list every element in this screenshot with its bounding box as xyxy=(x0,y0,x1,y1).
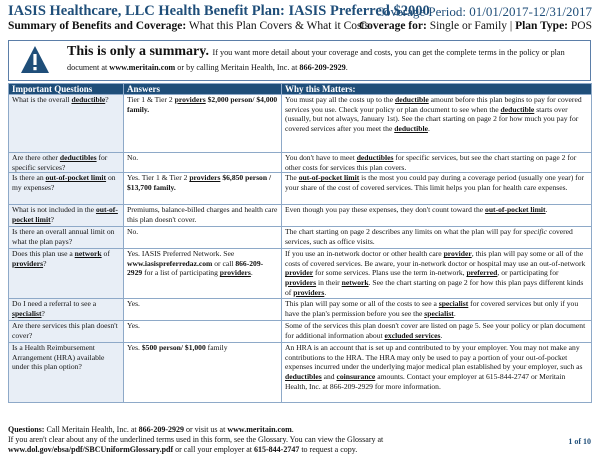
footer-text: to request a copy. xyxy=(299,445,358,454)
w-text: for covered services but only if you have the plan's permission before you see the xyxy=(285,299,579,318)
q-text: on my expenses? xyxy=(12,173,116,192)
term-link[interactable]: deductible xyxy=(500,104,535,114)
why-cell xyxy=(282,343,592,403)
question-cell: Is a Health Reimbursement Arrangement (HRA) available under this plan option? xyxy=(9,343,124,403)
footer-text: or call your employer at xyxy=(173,445,254,454)
w-text: This plan will pay some or all of the costs to see a xyxy=(285,299,439,309)
a-text: Yes. Tier 1 & Tier 2 xyxy=(127,173,190,183)
question-cell xyxy=(9,299,124,321)
table-header-row xyxy=(9,84,592,95)
summary-title-line xyxy=(67,44,565,60)
term-link[interactable]: providers xyxy=(189,173,221,183)
why-cell xyxy=(282,153,592,173)
term-link[interactable]: network xyxy=(341,277,369,287)
footer xyxy=(8,425,591,455)
table-row xyxy=(9,227,592,249)
question-cell xyxy=(9,153,124,173)
answer-cell xyxy=(124,249,282,299)
a-text: Yes. xyxy=(127,343,142,353)
warning-icon xyxy=(20,45,50,75)
table-row xyxy=(9,321,592,343)
summary-line2 xyxy=(67,63,348,72)
q-text: of xyxy=(101,249,110,259)
coverage-for-value: Single or Family xyxy=(429,20,508,32)
coverage-for xyxy=(359,20,592,32)
why-cell xyxy=(282,205,592,227)
q-text: ? xyxy=(43,258,47,268)
w-text: amount before this plan begins to pay for covered services you use. Check your policy or plan document to see when the xyxy=(285,95,582,114)
q-text: Do I need a referral to see a xyxy=(12,299,97,309)
a-text: $2,000 person/ $4,000 family. xyxy=(127,95,278,114)
term-link[interactable]: preferred xyxy=(466,268,498,278)
w-text: , or participating for xyxy=(497,268,559,278)
summary-line2-end: . xyxy=(345,63,348,72)
table-row xyxy=(9,153,592,173)
plan-type-label: Plan Type: xyxy=(515,20,569,32)
question-cell: Are there services this plan doesn't cover? xyxy=(9,321,124,343)
question-cell xyxy=(9,173,124,205)
col-answers: Answers xyxy=(124,84,282,95)
answer-cell xyxy=(124,95,282,153)
w-text: , this plan will pay some or all of the costs of covered services. Be aware, your in-network doctor or hospital may use an out-of-network xyxy=(285,249,586,268)
col-why: Why this Matters: xyxy=(282,84,592,95)
answer-cell: No. xyxy=(124,227,282,249)
answer-cell: Yes. xyxy=(124,299,282,321)
table-row xyxy=(9,249,592,299)
term-link[interactable]: deductibles xyxy=(59,153,97,162)
employer-phone: 615-844-2747 xyxy=(254,445,300,454)
answer-cell: Yes. xyxy=(124,321,282,343)
q-text: What is the overall xyxy=(12,95,72,104)
iasis-link[interactable]: www.iasispreferredaz.com xyxy=(127,258,213,268)
term-link[interactable]: out-of-pocket limit xyxy=(12,205,118,224)
footer-text: Call Meritain Health, Inc. at xyxy=(44,425,139,434)
term-link[interactable]: excluded services xyxy=(384,330,441,340)
summary-heading xyxy=(8,20,369,32)
term-link[interactable]: deductibles xyxy=(285,371,322,381)
a-text: Yes. IASIS Preferred Network. See xyxy=(127,249,235,259)
summary-text: What this Plan Covers & What it Costs xyxy=(188,20,370,32)
table-row xyxy=(9,95,592,153)
summary-line2-mid: or by calling Meritain Health, Inc. at xyxy=(175,63,300,72)
q-text: ? xyxy=(105,95,109,104)
term-link[interactable]: network xyxy=(74,249,102,259)
table-row xyxy=(9,299,592,321)
a-text: Tier 1 & Tier 2 xyxy=(127,95,175,104)
term-link[interactable]: out-of-pocket limit xyxy=(485,205,546,215)
footer-text: . xyxy=(291,425,294,434)
header-row-1 xyxy=(8,3,592,19)
summary-box xyxy=(8,40,591,81)
question-cell: Is there an overall annual limit on what the plan pays? xyxy=(9,227,124,249)
term-link[interactable]: deductible xyxy=(394,123,428,133)
w-text: in their xyxy=(316,277,342,287)
answer-cell: Premiums, balance-billed charges and health care this plan doesn't cover. xyxy=(124,205,282,227)
q-text: ? xyxy=(50,214,54,224)
question-cell xyxy=(9,205,124,227)
header-separator: | xyxy=(509,20,513,32)
term-link[interactable]: providers xyxy=(219,268,251,278)
w-text-italic: specific xyxy=(523,227,547,237)
summary-line2-pre: document at xyxy=(67,63,110,72)
term-link[interactable]: specialist xyxy=(12,308,42,318)
a-text: $6,850 person / $13,700 family. xyxy=(127,173,272,192)
term-link[interactable]: coinsurance xyxy=(336,371,376,381)
w-text: You must pay all the costs up to the xyxy=(285,95,395,104)
w-text: If you use an in-network doctor or other health care xyxy=(285,249,444,259)
summary-line1: If you want more detail about your coverage and costs, you can get the complete terms in the policy or plan xyxy=(212,48,565,57)
benefits-table xyxy=(8,83,592,403)
meritain-phone: 866-209-2929 xyxy=(299,63,346,72)
a-text: family xyxy=(205,343,228,353)
a-text: for a list of participating xyxy=(142,268,220,278)
a-phone: 866-209-2929 xyxy=(127,258,264,278)
footer-line-1 xyxy=(8,425,591,435)
term-link[interactable]: out-of-pocket limit xyxy=(45,173,107,183)
term-link[interactable]: deductible xyxy=(394,95,429,104)
q-text: Does this plan use a xyxy=(12,249,75,259)
q-text: Is there an xyxy=(12,173,46,183)
w-text: for specific services, but see the chart starting on page 2 for other costs for services this plan covers. xyxy=(285,153,577,172)
footer-line-2: If you aren't clear about any of the underlined terms used in this form, see the Glossary. You can view the Glossary at xyxy=(8,435,384,444)
q-text: What is not included in the xyxy=(12,205,96,215)
question-cell xyxy=(9,95,124,153)
term-link[interactable]: out-of-pocket limit xyxy=(298,173,360,183)
w-text: . xyxy=(453,308,456,318)
w-text: is the most you could pay during a coverage period (usually one year) for your share of the cost of covered services. This limit helps you plan for health care expenses. xyxy=(285,173,585,192)
question-cell xyxy=(9,249,124,299)
w-text: . xyxy=(324,287,327,297)
term-link[interactable]: specialist xyxy=(424,308,454,318)
w-text: amounts. Contact your employer at 615-844-2747 or Meritain Health, Inc. at 866-209-2929 for more information. xyxy=(285,371,566,391)
a-text-bold: $500 person/ $1,000 xyxy=(141,343,206,353)
footer-meritain-link[interactable]: www.meritain.com xyxy=(227,425,292,434)
term-link[interactable]: specialist xyxy=(438,299,469,309)
w-text: . xyxy=(427,123,430,133)
w-text: An HRA is an account that is set up and contributed to by your employer. You may not make any contributions to the HRA. The HRA may only be used to pay a portion of your out-of-pocket expenses incurred under the underlying major medical plan established by your employer, such as xyxy=(285,343,583,372)
coverage-for-label: Coverage for: xyxy=(358,20,427,32)
coverage-period: Coverage Period: 01/01/2017-12/31/2017 xyxy=(375,4,592,19)
questions-label: Questions: xyxy=(8,425,45,434)
plan-type-value: POS xyxy=(570,20,592,32)
summary-title: This is only a summary. xyxy=(67,44,209,59)
w-text: You don't have to meet xyxy=(285,153,357,162)
term-link[interactable]: providers xyxy=(174,95,206,104)
term-link[interactable]: provider xyxy=(285,268,314,278)
w-text: . See the chart starting on page 2 for how this plan pays different kinds of xyxy=(285,277,584,297)
w-text: The xyxy=(285,173,299,183)
w-text: for some services. Plans use the term in-network, xyxy=(313,268,467,278)
footer-phone: 866-209-2929 xyxy=(138,425,184,434)
footer-text: or visit us at xyxy=(183,425,228,434)
table-row xyxy=(9,343,592,403)
term-link[interactable]: deductible xyxy=(71,95,106,104)
w-text: and xyxy=(321,371,337,381)
w-text: Even though you pay these expenses, they don't count toward the xyxy=(285,205,486,215)
glossary-link[interactable]: www.dol.gov/ebsa/pdf/SBCUniformGlossary.pdf xyxy=(8,445,174,454)
answer-cell xyxy=(124,343,282,403)
term-link[interactable]: providers xyxy=(12,258,44,268)
answer-cell: No. xyxy=(124,153,282,173)
why-cell xyxy=(282,227,592,249)
page-number: 1 of 10 xyxy=(568,437,591,446)
w-text: starts over (usually, but not always, January 1st). See the chart starting on page 2 for how much you pay for covered services after you meet the xyxy=(285,104,579,133)
table-row xyxy=(9,205,592,227)
a-text: or call xyxy=(212,258,236,268)
a-text: . xyxy=(250,268,253,278)
plan-title: IASIS Healthcare, LLC Health Benefit Plan: IASIS Preferred $2000 xyxy=(8,3,430,19)
term-link[interactable]: providers xyxy=(293,287,325,297)
why-cell xyxy=(282,321,592,343)
w-text: The chart starting on page 2 describes any limits on what the plan will pay for xyxy=(285,227,524,237)
footer-line-3 xyxy=(8,445,591,455)
summary-label: Summary of Benefits and Coverage: xyxy=(8,20,187,32)
q-text: Are there other xyxy=(12,153,60,162)
term-link[interactable]: providers xyxy=(285,277,317,287)
w-text: . xyxy=(440,330,443,340)
col-questions: Important Questions xyxy=(9,84,124,95)
header-row-2 xyxy=(8,20,592,34)
q-text: for specific services? xyxy=(12,153,108,172)
answer-cell xyxy=(124,173,282,205)
table-row xyxy=(9,173,592,205)
w-text: Some of the services this plan doesn't cover are listed on page 5. See your policy or plan document for additional information about xyxy=(285,321,586,340)
term-link[interactable]: provider xyxy=(443,249,472,259)
why-cell xyxy=(282,299,592,321)
term-link[interactable]: deductibles xyxy=(356,153,394,162)
why-cell xyxy=(282,95,592,153)
w-text: covered services, such as office visits. xyxy=(285,227,573,246)
why-cell xyxy=(282,173,592,205)
q-text: ? xyxy=(41,308,45,318)
w-text: . xyxy=(545,205,548,215)
meritain-link[interactable]: www.meritain.com xyxy=(109,63,176,72)
why-cell xyxy=(282,249,592,299)
